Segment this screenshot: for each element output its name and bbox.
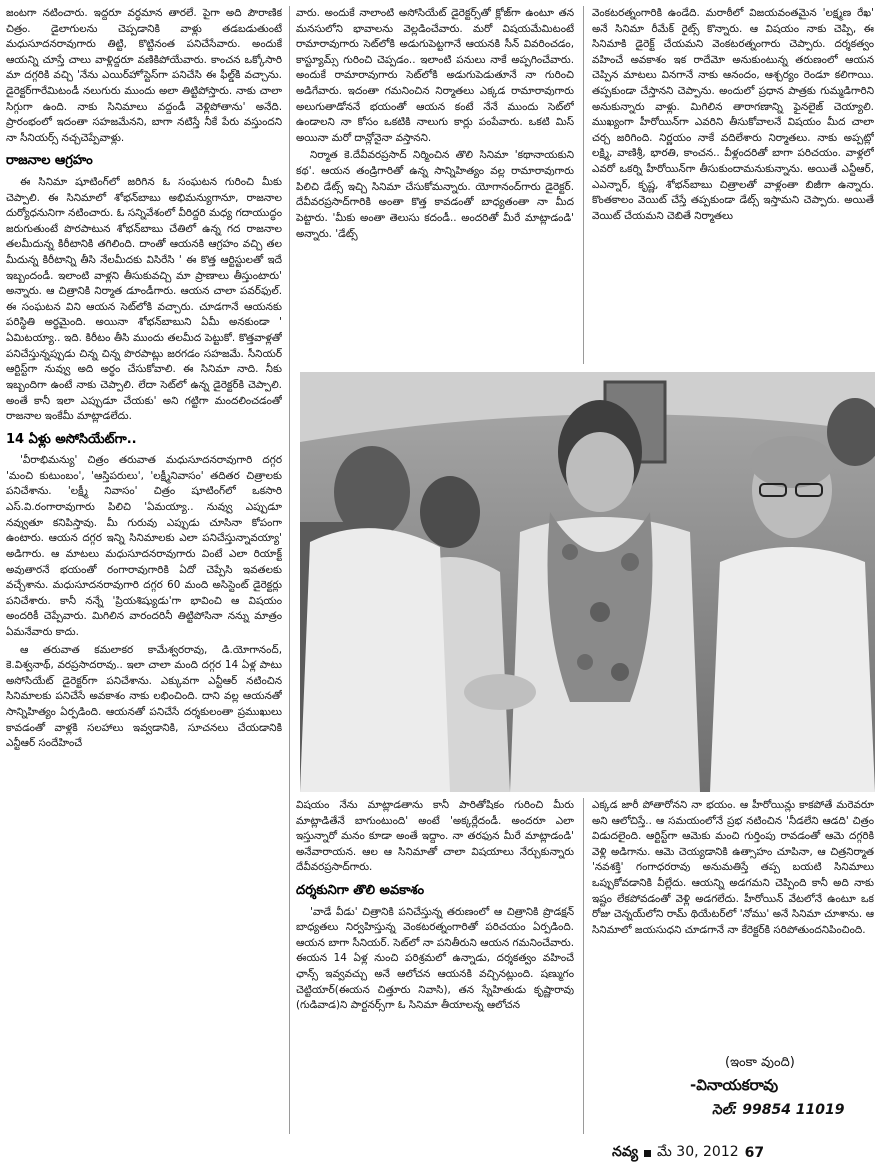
- section-heading: రాజనాల ఆగ్రహం: [6, 153, 93, 169]
- column-3-top: [592, 6, 874, 364]
- page-footer: [612, 1138, 874, 1168]
- column-1-paragraph: 'వీరాభిమన్యు' చిత్రం తరువాత మధుసూదనరావుగారి దగ్గర 'మంచి కుటుంబం', 'ఆస్తిపరులు', 'లక్ష్మీనివాసం' తదితర చిత్రాలకు పనిచేశాను. 'లక్ష్మీ నివాసం' చిత్రం షూటింగ్‌లో ఒకసారి ఎస్.వి.రంగారావుగారు పిలిచి 'ఏమయ్యా.. నువ్వు ఎప్పుడూ నవ్వుతూ కనిపిస్తావు. మీ గురువు ఎప్పుడు చూసినా కోపంగా ఉంటారు. ఆయన దగ్గర ఇన్ని సినిమాలకు ఎలా పనిచేస్తున్నావయ్యా' అడిగారు. ఆ మాటలు మధుసూదనరావుగారు వింటే ఎలా రియాక్ట్ అవుతారనే భయంతో రంగారావుగారికి ఏదో చెప్పేసి ఇవతలకు వచ్చేశాను. మధుసూదనరావుగారి దగ్గర 60 మంది అసిస్టెంట్ డైరెక్టర్లు పనిచేశారు. కానీ నన్నే 'ప్రియశిష్యుడు'గా భావించి ఆ విషయం అందరికీ చెప్పేవారు. మిగిలిన వారందరినీ తిట్టిపోసినా నన్ను మాత్రం ఏమనేవారు కాదు.: [6, 454, 282, 638]
- column-2-paragraph: 'వాడే వీడు' చిత్రానికి పనిచేస్తున్న తరుణంలో ఆ చిత్రానికి ప్రొడక్షన్ బాధ్యతలు నిర్వహిస్తున్న వెంకటరత్నంగారితో పరిచయం ఏర్పడింది. ఆయన బాగా సీనియర్. సెట్‌లో నా పనితీరుని ఆయన గమనించేవారు. ఈయన 14 ఏళ్ల నుంచి పరిశ్రమలో ఉన్నాడు, దర్శకత్వం వహించే ఛాన్స్ ఇవ్వవచ్చు అనే ఆలోచన ఆయనకి వచ్చినట్లుంది. షణ్ముగం చెట్టియార్(ఈయన చిత్తూరు నివాసి), తన స్నేహితుడు కృష్ణారావు (గుడివాడ)ని పార్టనర్స్‌గా ఓ సినిమా తీయాలన్న ఆలోచన: [296, 905, 574, 1012]
- column-2-paragraph: వారు. అందుకే నాలాంటి అసోసియేట్ డైరెక్టర్స్‌తో క్లోజ్‌గా ఉంటూ తన మనసులోని భావాలను వెల్లడించేవారు. మరో విషయమేమిటంటే రామారావుగారు సెట్‌లోకి అడుగుపెట్టగానే ఆయనకి సీన్ వివరించడం, కాస్ట్యూమ్స్ గురించి చెప్పడం.. ఇలాంటి పనులు నాకే అప్పగించేవారు. అందుకే రామారావుగారు సెట్‌లోకి అడుగుపెడుతూనే నా గురించి అడిగేవారు. ఇదంతా గమనించిన నిర్మాతలు ఎక్కడ రామారావుగారు అలుగుతాడోననే భయంతో ఆయన కంటే నేనే ముందు సెట్‌లో ఉండాలని నా కోసం ఒకటికి నాలుగు కార్లు పంపేవారు. ఒకటి మిస్ అయినా మరో దాన్లోనైనా వస్తానని.: [296, 7, 574, 144]
- column-1-paragraph: ఆ తరువాత కమలాకర కామేశ్వరరావు, డి.యోగానంద్, కె.విశ్వనాథ్, వరప్రసాదరావు.. ఇలా చాలా మంది దగ్గర 14 ఏళ్ల పాటు అసోసియేట్ డైరెక్టర్‌గా పనిచేశాను. ఎక్కువగా ఎన్టీఆర్ నటించిన సినిమాలకు పనిచేసే అవకాశం నాకు లభించింది. దాని వల్ల ఆయనతో సాన్నిహిత్యం ఏర్పడింది. ఆయనతో పనిచేసే దర్శకులంతా ప్రముఖులు కావడంతో వాళ్లకి సలహాలు ఇవ్వడానికి, సూచనలు చేయడానికి ఎన్టీఆర్ సందేహించే: [6, 643, 282, 750]
- column-2-top: [296, 6, 574, 364]
- author-name: -వినాయకరావు: [690, 1076, 779, 1094]
- column-2-paragraph: విషయం నేను మాట్లాడతాను కానీ పారితోషికం గురించి మీరు మాట్లాడితేనే బాగుంటుంది' అంటే 'అక్కర్లేదండీ. అందరూ ఎలా ఇస్తున్నారో మనం కూడా అంతే ఇద్దాం. నా తరఫున మీరే మాట్లాడండి' అనేవారాయన. ఆల ఆ సినిమాతో చాలా విషయాలు నేర్చుకున్నారు దేవీవరప్రసాద్‌గారు.: [296, 799, 574, 874]
- column-3-bottom: [592, 798, 874, 1048]
- continued-note: (ఇంకా వుంది): [725, 1055, 795, 1070]
- section-heading: 14 ఏళ్లు అసోసియేట్‌గా..: [6, 431, 137, 447]
- magazine-name: నవ్య: [612, 1143, 639, 1160]
- column-divider: [289, 6, 290, 1134]
- author-phone: సెల్: 99854 11019: [712, 1102, 845, 1118]
- article-photograph: [300, 372, 875, 792]
- page-number: 67: [744, 1145, 765, 1161]
- column-3-paragraph: వెంకటరత్నంగారికి ఉండేది. మరాఠీలో విజయవంతమైన 'లక్ష్మణ రేఖ' అనే సినిమా రీమేక్ రైట్స్ కొన్నారు. ఆ విషయం నాకు చెప్పి, ఈ సినిమాకి డైరెక్ట్ చేయమని వెంకటరత్నంగారు చెప్పారు. దర్శకత్వం వహించే అవకాశం ఇక రాదేమో అనుకుంటున్న తరుణంలో ఆయన చెప్పిన మాటలు వినగానే నాకు ఆనందం, ఆశ్చర్యం రెండూ కలిగాయి. తప్పకుండా చేస్తానని చెప్పాను. అందులో ప్రధాన పాత్రకు గుమ్మడిగారిని అనుకున్నారు వాళ్లు. మిగిలిన తారాగణాన్ని ఫైనలైజ్ చెయ్యాలి. ముఖ్యంగా హీరోయిన్‌గా ఎవరిని తీసుకోవాలనే విషయం మీద చాలా చర్చ జరిగింది. నిర్ణయం నాకే వదిలేశారు నిర్మాతలు. నాకు అప్పట్లో లక్ష్మి, వాణిశ్రీ, భారతి, కాంచన.. వీళ్లందరితో బాగా పరిచయం. వాళ్లలో ఎవరో ఒకర్ని హీరోయిన్‌గా తీసుకుందామనుకున్నాను. అయితే ఎన్టీఆర్, ఎఎన్నార్, కృష్ణ, శోభన్‌బాబు చిత్రాలతో వాళ్లంతా బిజీగా ఉన్నారు. కొంతకాలం వెయిట్ చేస్తే తప్పకుండా డేట్స్ ఇస్తామని చెప్పారు. అయితే వెయిట్ చేయమని చెబితే నిర్మాతలు: [592, 7, 874, 222]
- column-divider: [583, 798, 584, 1134]
- column-2-bottom: [296, 798, 574, 1138]
- section-heading: దర్శకునిగా తొలి అవకాశం: [296, 883, 425, 899]
- photo-illustration: [300, 372, 875, 792]
- separator-square-icon: [644, 1150, 651, 1157]
- column-1: [6, 6, 282, 1136]
- column-1-paragraph: జంటగా నటించారు. ఇద్దరూ వర్ధమాన తారలే. పైగా అది పౌరాణిక చిత్రం. డైలాగులను చెప్పడానికి వాళ్లు తడబడుతుంటే మధుసూదనరావుగారు తిట్టి, కొట్టినంత పనిచేసేవారు. అందుకే ఆయన్ని చూస్తే చాలు వాళ్లిద్దరూ వణికిపోయేవారు. కాంచన ఒక్కోసారి మా దగ్గరికి వచ్చి 'నేను ఎయిర్‌హోస్టెస్‌గా పనిచేసి ఈ ఫీల్డ్‌కి వచ్చాను. డైరెక్టర్‌గారేమిటండీ నలుగురు ముందు అలా తిట్టిపోస్తారు. నాకు చాలా సిగ్గుగా ఉంది. నాకు సినిమాలు వద్దండీ వెళ్లిపోతాను' అనేది. ప్రారంభంలో ఇదంతా సహజమేనని, బాగా నటిస్తే నీకే పేరు వస్తుందని నా సీనియర్స్ నచ్చచెప్పేవాళ్లు.: [6, 7, 282, 144]
- column-2-paragraph: నిర్మాత కె.దేవీవరప్రసాద్ నిర్మించిన తొలి సినిమా 'కథానాయకుని కథ'. ఆయన తండ్రిగారితో ఉన్న సాన్నిహిత్యం వల్ల రామారావుగారు పిలిచి డేట్స్ ఇచ్చి సినిమా చేసుకోమన్నారు. యోగానంద్‌గారు డైరెక్టర్. దేవీవరప్రసాద్‌గారికి అంతా కొత్త కావడంతో బాధ్యతంతా నా మీద పెట్టారు. 'మీకు అంతా తెలుసు కదండీ.. అందరితో మీరే మాట్లాడండి' అన్నారు. 'డేట్స్: [296, 149, 574, 240]
- issue-date: మే 30, 2012: [657, 1143, 739, 1160]
- column-divider: [583, 6, 584, 364]
- column-3-paragraph: ఎక్కడ జారీ పోతారోనని నా భయం. ఆ హీరోయిన్లు కాకపోతే మరెవరూ అని ఆలోచిస్తే.. ఆ సమయంలోనే ప్రభ నటించిన 'నీడలేని ఆడది' చిత్రం విడుదలైంది. ఆర్టిస్ట్‌గా ఆమెకు మంచి గుర్తింపు రావడంతో ఆమె దగ్గరికి వెళ్లి అడిగాను. ఆమె చెయ్యడానికి ఉత్సాహం చూపినా, ఆ చిత్రనిర్మాత 'నవశక్తి' గంగాధరరావు అనుమతిస్తే తప్ప బయటి సినిమాలు ఒప్పుకోవడానికి వీల్లేదు. ఆయన్ని అడగమని చెప్పింది కానీ అది నాకు ఇష్టం లేకపోవడంతో వెళ్లి అడగలేదు. హీరోయిన్ వేటలోనే ఉంటూ ఒక రోజు చెన్నయ్‌లోని రామ్ థియేటర్‌లో 'నోము' అనే సినిమా చూశాను. ఆ సినిమాలో జయసుధని చూడగానే నా కేరెక్టర్‌కి సరిపోతుందనిపించింది.: [592, 799, 874, 936]
- column-1-paragraph: ఈ సినిమా షూటింగ్‌లో జరిగిన ఓ సంఘటన గురించి మీకు చెప్పాలి. ఈ సినిమాలో శోభన్‌బాబు అభిమన్యుగానూ, రాజనాల దుర్యోధనునిగా నటించారు. ఓ సన్నివేశంలో వీరిద్దరి మధ్య గదాయుద్ధం జరుగుతుంటే పొరపాటున శోభన్‌బాబు చేతిలో ఉన్న గద రాజనాల తలమీదున్న కిరీటానికి తగిలింది. దాంతో ఆయనకి ఆగ్రహం వచ్చి తల మీదున్న కిరీటాన్ని తీసి నేలమీదకు విసిరేసి ' ఈ కొత్త ఆర్టిస్టులతో ఇదే ఇబ్బందండీ. ఇలాంటి వాళ్లని తీసుకువచ్చి మా ప్రాణాలు తీస్తుంటారు' అన్నారు. ఆ చిత్రానికి నిర్మాత డూండీగారు. ఆయన చాలా పవర్‌ఫుల్. ఈ సంఘటన విని ఆయన సెట్‌లోకి వచ్చారు. చూడగానే ఆయనకు పరిస్థితి అర్థమైంది. అయినా శోభన్‌బాబుని ఏమీ అనకుండా ' ఏమిటయ్యా.. ఇది. కిరీటం తీసి ముందు తలమీద పెట్టుకో. కొత్తవాళ్లతో పనిచేస్తున్నప్పుడు చిన్న చిన్న పొరపాట్లు జరగడం సహజమే. సీనియర్ ఆర్టిస్ట్‌గా నువ్వు అది అర్థం చేసుకోవాలి. ఈ సినిమా నాది. నీకు ఇబ్బందిగా ఉంటే నాకు చెప్పాలి. లేదా సెట్‌లో ఉన్న డైరెక్టర్‌కి చెప్పాలి. అంతే కానీ ఇలా ఎప్పుడూ చేయకు' అని గట్టిగా మందలించడంతో రాజనాల ఇంకేమీ మాట్లాడలేదు.: [6, 175, 282, 423]
